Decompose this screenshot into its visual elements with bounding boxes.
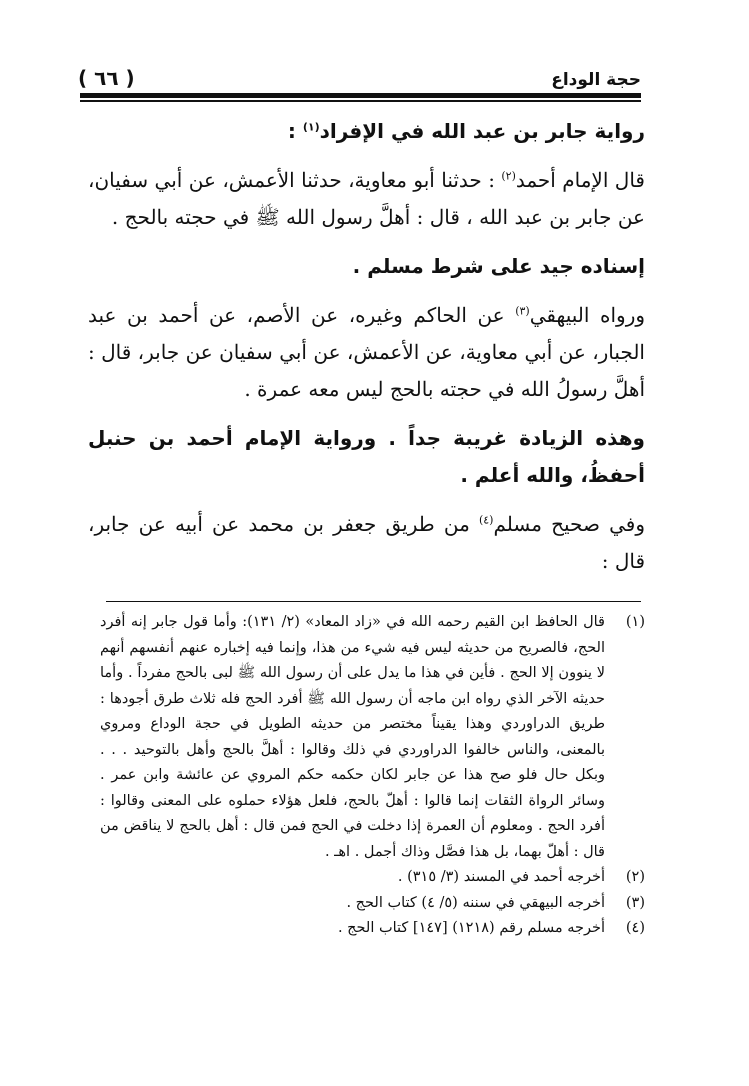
section-heading-tail: : [287, 119, 303, 143]
footnote-item [100, 891, 645, 917]
paragraph-ahmad-body: : حدثنا أبو معاوية، حدثنا الأعمش، عن أبي سفيان، عن جابر بن عبد الله ، قال : أهلَّ رسول الله ﷺ في حجته بالحج . [88, 168, 645, 229]
footnote-ref-3[interactable]: (٣) [515, 304, 530, 318]
running-title: حجة الوداع [551, 70, 641, 90]
footnotes [100, 610, 645, 942]
footnote-item [100, 610, 645, 865]
paragraph-ahmad-narration [88, 162, 645, 236]
main-text [88, 113, 645, 580]
footnote-text: أخرجه مسلم رقم (١٢١٨) [١٤٧] كتاب الحج . [337, 920, 605, 936]
footnote-ref-2[interactable]: (٢) [501, 169, 516, 183]
header-rule-thin [80, 100, 641, 102]
isnad-grading: إسناده جيد على شرط مسلم . [352, 254, 645, 278]
footnote-number: (٢) [625, 869, 645, 885]
footnote-ref-1[interactable]: (١) [302, 120, 320, 134]
section-heading-text: رواية جابر بن عبد الله في الإفراد [319, 119, 645, 143]
paragraph-bayhaqi-lead: ورواه البيهقي [529, 303, 646, 327]
footnote-text: أخرجه البيهقي في سننه (٥/ ٤) كتاب الحج . [346, 894, 605, 911]
paragraph-bayhaqi-narration [88, 297, 645, 408]
section-heading [88, 113, 645, 150]
author-comment: وهذه الزيادة غريبة جداً . ورواية الإمام أحمد بن حنبل أحفظُ، والله أعلم . [88, 426, 645, 487]
footnote-number: (٣) [625, 894, 645, 911]
footnote-number: (١) [625, 614, 645, 630]
footnote-item [100, 916, 645, 942]
paragraph-ahmad-lead: قال الإمام أحمد [515, 168, 645, 192]
paragraph-bayhaqi-body: عن الحاكم وغيره، عن الأصم، عن أحمد بن عبد الجبار، عن أبي معاوية، عن الأعمش، عن أبي سفيان عن جابر، قال : أهلَّ رسولُ الله في حجته بالحج ليس معه عمرة . [88, 303, 645, 401]
footnote-ref-4[interactable]: (٤) [478, 513, 494, 527]
paragraph-muslim-body: من طريق جعفر بن محمد عن أبيه عن جابر، قال : [88, 512, 645, 573]
footnote-number: (٤) [625, 920, 645, 936]
running-header [78, 58, 641, 90]
header-rule-thick [80, 93, 641, 98]
paragraph-muslim-narration [88, 506, 645, 580]
footnote-item [100, 865, 645, 891]
page-number: ( ٦٦ ) [78, 66, 135, 90]
paragraph-muslim-lead: وفي صحيح مسلم [493, 512, 646, 536]
footnote-text: أخرجه أحمد في المسند (٣/ ٣١٥) . [397, 869, 605, 885]
footnote-separator [106, 601, 641, 602]
footnote-text: قال الحافظ ابن القيم رحمه الله في «زاد المعاد» (٢/ ١٣١): وأما قول جابر إنه أفرد الحج، فالصريح من حديثه ليس فيه شيء من هذا، وإنما فيه إخباره عنهم أنفسهم أنهم لا ينوون إلا الحج . فأين في هذا ما يدل على أن رسول الله ﷺ لبى بالحج مفرداً . وأما حديثه الآخر الذي رواه ابن ماجه أن رسول الله ﷺ أفرد الحج فله ثلاث طرق أجودها : طريق الدراوردي وهذا يقيناً مختصر من حديثه الطويل في حجة الوداع ومروي بالمعنى، والناس خالفوا الدراوردي في ذلك وقالوا : أهلَّ بالحج وأهل بالتوحيد . . . وبكل حال فلو صح هذا عن جابر لكان حكمه حكم المروي عن عائشة وابن عمر . وسائر الرواة الثقات إنما قالوا : أهلّ بالحج، فلعل هؤلاء حملوه على المعنى وقالوا : أفرد الحج . ومعلوم أن العمرة إذا دخلت في الحج فمن قال : أهل بالحج لا يناقض من قال : أهلّ بهما، بل هذا فصَّل وذاك أجمل . اهـ . [100, 614, 605, 860]
